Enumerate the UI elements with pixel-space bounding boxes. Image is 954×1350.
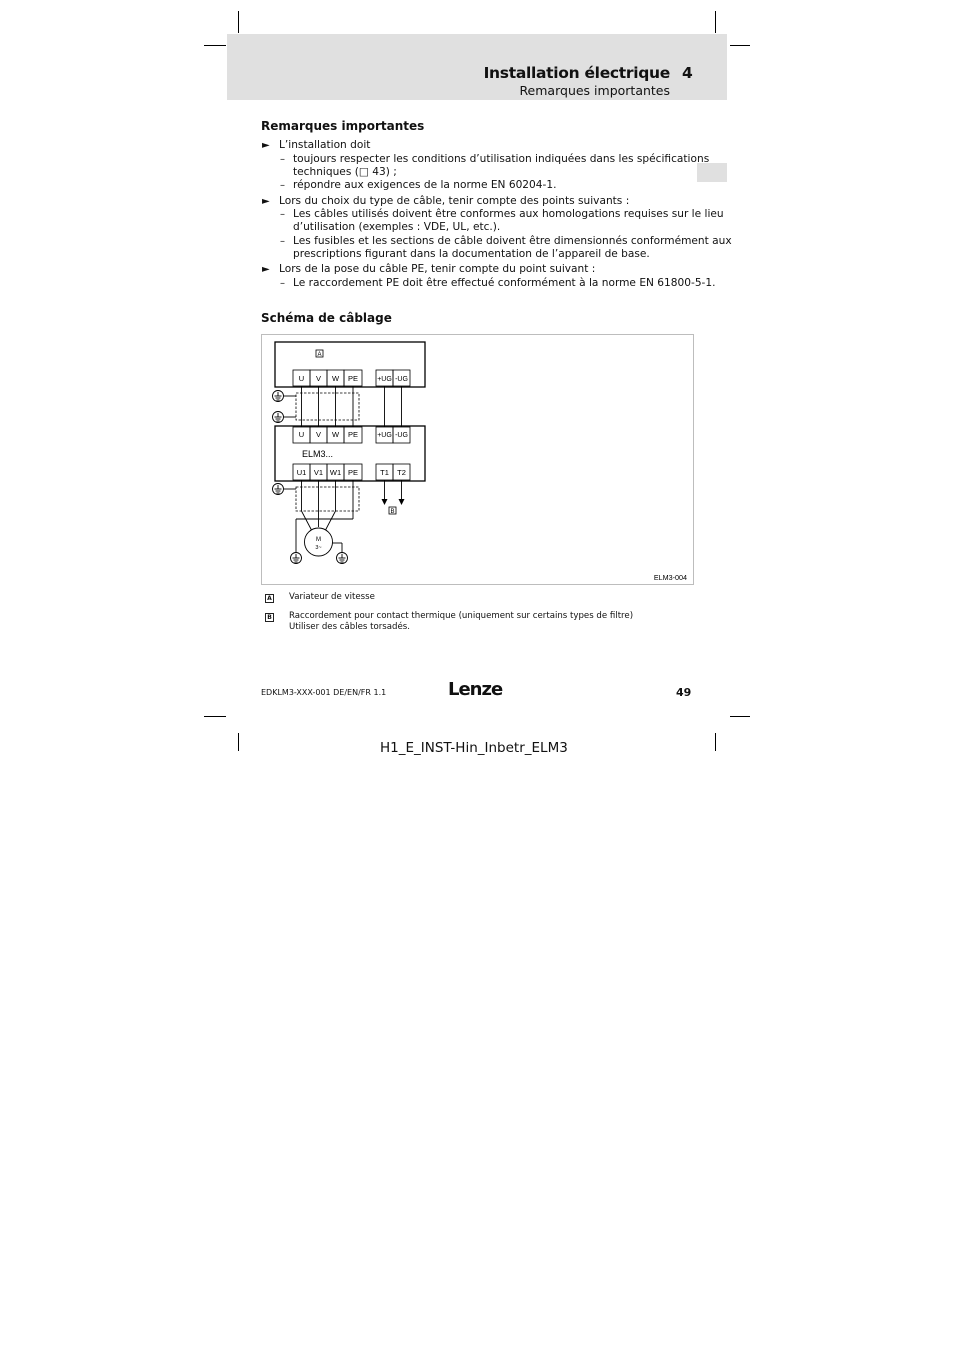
- crop-mark-tr-v: [715, 11, 716, 33]
- sub-item-2-1-line-1: Les câbles utilisés doivent être conformes aux homologations requises sur le lieu: [293, 208, 724, 220]
- module-top-terminal-label: W: [331, 430, 340, 439]
- box-b-letter: B: [390, 509, 395, 515]
- ground-icon: [291, 553, 302, 564]
- module-bottom-terminal-label: T1: [380, 468, 389, 477]
- drive-terminal-label: W: [331, 374, 340, 383]
- module-top-terminal-label: V: [315, 430, 322, 439]
- figure-id: ELM3-004: [653, 573, 687, 582]
- crop-mark-bl-h: [204, 716, 226, 717]
- legend-key-b: B: [265, 613, 274, 622]
- sub-item-1-1-line-2: techniques (□ 43) ;: [293, 166, 397, 178]
- cable-shield-2: [296, 487, 359, 511]
- document-code: EDKLM3-XXX-001 DE/EN/FR 1.1: [261, 688, 387, 697]
- ground-icon: [337, 553, 348, 564]
- legend-text-b-line-2: Utiliser des câbles torsadés.: [289, 622, 410, 632]
- box-a-letter: A: [317, 352, 322, 358]
- module-bottom-terminal-label: T2: [397, 468, 406, 477]
- dash-icon: –: [280, 278, 285, 289]
- crop-mark-tr-h: [730, 45, 750, 46]
- dash-icon: –: [280, 154, 285, 165]
- drive-terminal-label: U: [298, 374, 305, 383]
- module-bottom-terminal-label: PE: [347, 468, 359, 477]
- bullet-item-3: Lors de la pose du câble PE, tenir compte du point suivant :: [279, 263, 596, 275]
- motor-sub-label: 3~: [315, 545, 322, 551]
- drive-terminal-label: +UG: [377, 376, 392, 383]
- module-top-terminal-label: PE: [347, 430, 359, 439]
- drive-terminal-label: V: [315, 374, 322, 383]
- section-subtitle: Remarques importantes: [519, 83, 670, 98]
- remarks-heading: Remarques importantes: [261, 119, 425, 133]
- crop-mark-br-v: [715, 733, 716, 751]
- crop-mark-bl-v: [238, 733, 239, 751]
- bullet-item-1: L’installation doit: [279, 139, 371, 151]
- module-bottom-terminal-label: U1: [296, 468, 307, 477]
- sub-item-3-1: Le raccordement PE doit être effectué conformément à la norme EN 61800-5-1.: [293, 277, 716, 289]
- sub-item-2-1-line-2: d’utilisation (exemples : VDE, UL, etc.).: [293, 221, 501, 233]
- bullet-arrow-icon: ►: [262, 196, 270, 207]
- legend-text-b-line-1: Raccordement pour contact thermique (uniquement sur certains types de filtre): [289, 611, 634, 621]
- ground-icon: [273, 412, 284, 423]
- module-top-terminal-label: U: [298, 430, 305, 439]
- chapter-number: 4: [682, 64, 693, 82]
- wiring-diagram: [261, 334, 694, 585]
- legend-text-a: Variateur de vitesse: [289, 592, 375, 602]
- arrow-icon: [382, 499, 388, 505]
- sub-item-2-2-line-2: prescriptions figurant dans la documentation de l’appareil de base.: [293, 248, 650, 260]
- bullet-arrow-icon: ►: [262, 140, 270, 151]
- sub-item-1-1-line-1: toujours respecter les conditions d’utilisation indiquées dans les spécifications: [293, 153, 710, 165]
- lenze-logo: Lenze: [448, 679, 503, 700]
- motor-label: M: [316, 537, 321, 543]
- drive-terminal-label: PE: [347, 374, 359, 383]
- module-top-terminal-label: +UG: [377, 432, 392, 439]
- module-label: ELM3...: [302, 449, 334, 459]
- bullet-arrow-icon: ►: [262, 264, 270, 275]
- sub-item-2-2-line-1: Les fusibles et les sections de câble doivent être dimensionnés conformément aux: [293, 235, 732, 247]
- module-top-terminal-label: -UG: [395, 432, 408, 439]
- crop-mark-tl-v: [238, 11, 239, 33]
- job-title: H1_E_INST-Hin_Inbetr_ELM3: [380, 740, 568, 756]
- wiring-heading: Schéma de câblage: [261, 311, 392, 325]
- module-bottom-terminal-label: W1: [329, 468, 342, 477]
- arrow-icon: [399, 499, 405, 505]
- ground-icon: [273, 391, 284, 402]
- crop-mark-br-h: [730, 716, 750, 717]
- dash-icon: –: [280, 236, 285, 247]
- sub-item-1-2: répondre aux exigences de la norme EN 60204-1.: [293, 179, 557, 191]
- bullet-item-2: Lors du choix du type de câble, tenir compte des points suivants :: [279, 195, 630, 207]
- dash-icon: –: [280, 209, 285, 220]
- ground-icon: [273, 484, 284, 495]
- page-number: 49: [676, 686, 692, 699]
- crop-mark-tl-h: [204, 45, 226, 46]
- module-bottom-terminal-label: V1: [313, 468, 324, 477]
- drive-terminal-label: -UG: [395, 376, 408, 383]
- dash-icon: –: [280, 180, 285, 191]
- legend-key-a: A: [265, 594, 274, 603]
- chapter-title: Installation électrique: [483, 64, 670, 82]
- cable-shield-1: [296, 393, 359, 420]
